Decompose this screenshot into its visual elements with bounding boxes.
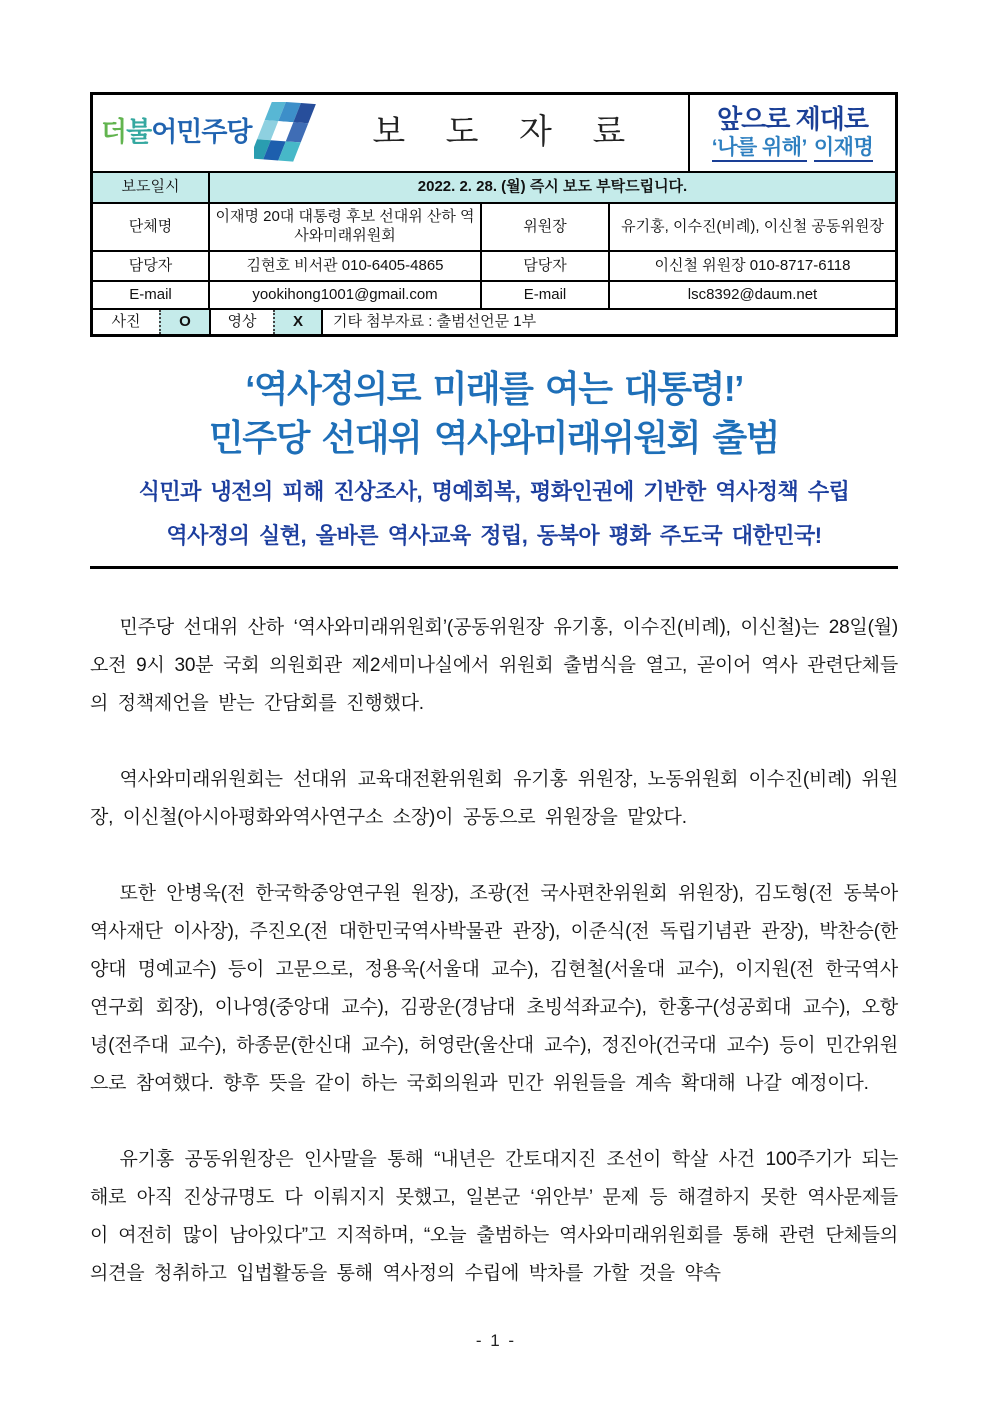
subtitle-block — [90, 470, 898, 558]
chair-value: 유기홍, 이수진(비례), 이신철 공동위원장 — [608, 204, 895, 250]
header-table — [90, 92, 898, 337]
email1-value: yookihong1001@gmail.com — [208, 282, 480, 308]
party-logo — [101, 102, 318, 164]
page-number: - 1 - — [475, 1331, 517, 1350]
party-flag-icon — [254, 102, 318, 164]
article-body — [90, 609, 898, 1293]
title-line2: 민주당 선대위 역사와미래위원회 출범 — [209, 416, 779, 458]
body-paragraph-4: 유기홍 공동위원장은 인사말을 통해 “내년은 간토대지진 조선이 학살 사건 100주기가 되는 해로 아직 진상규명도 다 이뤄지지 못했고, 일본군 ‘위안부’ 문제 등 해결하지 못한 역사문제들이 여전히 많이 남아있다”고 지적하며, “오늘 출범하는 역사와미래위원회를 통해 관련 단체들의 의견을 청취하고 입법활동을 통해 역사정의 수립에 박차를 가할 것을 약속 — [90, 1149, 898, 1285]
headline-block — [90, 365, 898, 569]
contact2-value: 이신철 위원장 010-8717-6118 — [608, 252, 895, 280]
title-line1: ‘역사정의로 미래를 여는 대통령!’ — [245, 368, 743, 409]
contact1-label: 담당자 — [128, 256, 173, 274]
org-value: 이재명 20대 대통령 후보 선대위 산하 역사와미래위원회 — [208, 204, 480, 250]
chair-label: 위원장 — [480, 204, 608, 250]
doc-type-title: 보 도 자 료 — [372, 113, 642, 151]
contact2-label: 담당자 — [480, 252, 608, 280]
email1-label: E-mail — [129, 285, 172, 303]
party-name: 더불어민주당 — [101, 117, 252, 148]
attachment-note: 기타 첨부자료 : 출범선언문 1부 — [321, 310, 895, 334]
contact1-value: 김현호 비서관 010-6405-4865 — [208, 252, 480, 280]
masthead-row — [93, 95, 895, 171]
email-row — [93, 280, 895, 308]
photo-label: 사진 — [111, 312, 141, 330]
press-date-row — [93, 171, 895, 202]
press-date-value: 2022. 2. 28. (월) 즉시 보도 부탁드립니다. — [208, 173, 895, 202]
body-paragraph-2: 역사와미래위원회는 선대위 교육대전환위원회 유기홍 위원장, 노동위원회 이수진(비례) 위원장, 이신철(아시아평화와역사연구소 소장)이 공동으로 위원장을 맡았다. — [90, 769, 898, 829]
video-flag: X — [273, 310, 321, 334]
media-attachment-row — [93, 308, 895, 334]
slogan-line1: 앞으로 제대로 — [717, 103, 868, 134]
organization-row — [93, 202, 895, 250]
email2-label: E-mail — [480, 282, 608, 308]
video-label: 영상 — [209, 310, 273, 334]
subtitle-line2: 역사정의 실현, 올바른 역사교육 정립, 동북아 평화 주도국 대한민국! — [166, 523, 822, 549]
contact-row — [93, 250, 895, 280]
press-date-label: 보도일시 — [121, 178, 180, 196]
subtitle-line1: 식민과 냉전의 피해 진상조사, 명예회복, 평화인권에 기반한 역사정책 수립 — [138, 479, 850, 505]
headline-divider — [90, 566, 898, 569]
email2-value: lsc8392@daum.net — [608, 282, 895, 308]
masthead-left-cell — [93, 95, 688, 171]
photo-flag: O — [159, 310, 209, 334]
slogan-line2: ‘나를 위해’ 이재명 — [712, 135, 874, 161]
org-label: 단체명 — [128, 217, 173, 235]
campaign-slogan — [688, 95, 895, 171]
body-paragraph-1: 민주당 선대위 산하 ‘역사와미래위원회’(공동위원장 유기홍, 이수진(비례), 이신철)는 28일(월) 오전 9시 30분 국회 의원회관 제2세미나실에서 위원회 출범식을 열고, 곧이어 역사 관련단체들의 정책제언을 받는 간담회를 진행했다. — [90, 617, 898, 715]
body-paragraph-3: 또한 안병욱(전 한국학중앙연구원 원장), 조광(전 국사편찬위원회 위원장), 김도형(전 동북아역사재단 이사장), 주진오(전 대한민국역사박물관 관장), 이준식(전 독립기념관 관장), 박찬승(한양대 명예교수) 등이 고문으로, 정용욱(서울대 교수), 김현철(서울대 교수), 이지원(전 한국역사연구회 회장), 이나영(중앙대 교수), 김광운(경남대 초빙석좌교수), 한홍구(성공회대 교수), 오항녕(전주대 교수), 하종문(한신대 교수), 허영란(울산대 교수), 정진아(건국대 교수) 등이 민간위원으로 참여했다. 향후 뜻을 같이 하는 국회의원과 민간 위원들을 계속 확대해 나갈 예정이다. — [90, 883, 898, 1095]
